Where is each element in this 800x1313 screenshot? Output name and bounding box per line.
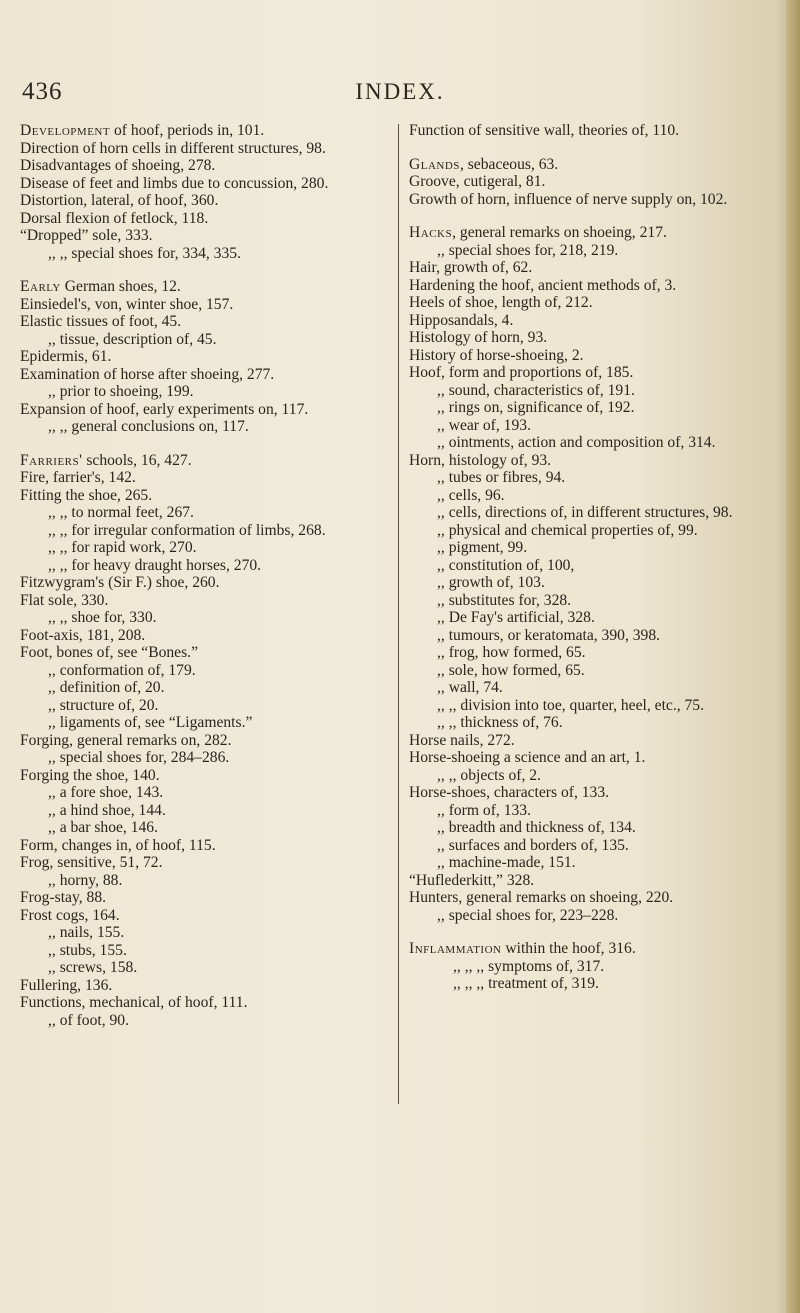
index-entry: Groove, cutigeral, 81. xyxy=(409,173,546,190)
index-entry: Forging, general remarks on, 282. xyxy=(20,731,232,749)
section-lead: Inflammation xyxy=(409,940,502,957)
index-entry: ,, structure of, 20. xyxy=(48,696,159,714)
index-entry: ,, ,, for irregular conformation of limbs, 268. xyxy=(48,521,326,539)
index-entry: Heels of shoe, length of, 212. xyxy=(409,294,593,311)
index-entry: Expansion of hoof, early experiments on, 117. xyxy=(20,400,309,418)
index-entry: Fitting the shoe, 265. xyxy=(20,486,153,504)
index-entry: Hunters, general remarks on shoeing, 220. xyxy=(409,889,674,906)
index-entry: Horse-shoeing a science and an art, 1. xyxy=(409,749,646,766)
index-entry: ,, ,, special shoes for, 334, 335. xyxy=(48,244,241,262)
index-entry: ,, ,, division into toe, quarter, heel, etc., 75. xyxy=(437,696,705,714)
index-entry: Frog, sensitive, 51, 72. xyxy=(20,854,163,871)
section-gap xyxy=(409,208,781,224)
column-divider xyxy=(398,124,399,1104)
index-entry: ,, tubes or fibres, 94. xyxy=(437,469,566,486)
index-entry: ,, tumours, or keratomata, 390, 398. xyxy=(437,626,661,644)
page-header xyxy=(0,78,800,108)
index-entry: History of horse-shoeing, 2. xyxy=(409,346,584,364)
index-entry xyxy=(20,452,392,470)
index-entry: ,, ,, ,, treatment of, 319. xyxy=(453,975,599,992)
index-entry: Form, changes in, of hoof, 115. xyxy=(20,836,216,854)
section-gap xyxy=(20,436,392,452)
index-entry: Growth of horn, influence of nerve supply on, 102. xyxy=(409,190,728,208)
index-entry: Functions, mechanical, of hoof, 111. xyxy=(20,994,248,1011)
index-entry: Frog-stay, 88. xyxy=(20,889,107,906)
section-lead: Glands xyxy=(409,155,460,173)
index-entry: ,, tissue, description of, 45. xyxy=(48,330,217,348)
index-entry: ,, nails, 155. xyxy=(48,924,125,941)
index-entry: ,, conformation of, 179. xyxy=(48,661,196,679)
entry-rest: , sebaceous, 63. xyxy=(459,155,559,173)
index-entry: ,, a bar shoe, 146. xyxy=(48,819,158,836)
index-entry xyxy=(20,122,392,140)
index-entry: ,, rings on, significance of, 192. xyxy=(437,399,635,416)
index-entry: ,, ,, ,, symptoms of, 317. xyxy=(453,957,605,975)
index-entry: “Huflederkitt,” 328. xyxy=(409,871,535,889)
index-entry: Function of sensitive wall, theories of, 110. xyxy=(409,122,680,139)
index-entry: Direction of horn cells in different structures, 98. xyxy=(20,139,326,157)
index-entry: ,, horny, 88. xyxy=(48,871,123,889)
index-entry: ,, substitutes for, 328. xyxy=(437,591,572,609)
index-entry: ,, stubs, 155. xyxy=(48,941,127,959)
index-entry: ,, special shoes for, 218, 219. xyxy=(437,241,619,259)
index-entry: “Dropped” sole, 333. xyxy=(20,227,153,244)
index-entry: ,, ,, for heavy draught horses, 270. xyxy=(48,556,262,574)
index-entry: ,, ligaments of, see “Ligaments.” xyxy=(48,714,253,731)
index-entry: ,, ,, objects of, 2. xyxy=(437,766,541,784)
index-entry: Dorsal flexion of fetlock, 118. xyxy=(20,209,209,227)
index-entry: Fullering, 136. xyxy=(20,976,113,994)
entry-rest: schools, 16, 427. xyxy=(82,451,192,469)
index-entry xyxy=(409,940,781,958)
index-entry: ,, wear of, 193. xyxy=(437,416,531,434)
index-entry: ,, constitution of, 100, xyxy=(437,556,575,574)
index-entry: Flat sole, 330. xyxy=(20,591,109,609)
index-entry: Examination of horse after shoeing, 277. xyxy=(20,365,275,383)
index-entry: Forging the shoe, 140. xyxy=(20,766,160,784)
index-entry: Foot, bones of, see “Bones.” xyxy=(20,644,198,661)
index-column-left xyxy=(20,122,392,1029)
index-entry: ,, special shoes for, 284–286. xyxy=(48,749,230,766)
index-entry: Hoof, form and proportions of, 185. xyxy=(409,364,634,381)
index-entry: ,, physical and chemical properties of, 99. xyxy=(437,521,698,539)
index-entry: ,, pigment, 99. xyxy=(437,539,528,556)
index-column-right xyxy=(409,122,781,993)
index-entry: ,, definition of, 20. xyxy=(48,679,165,696)
entry-rest: German shoes, 12. xyxy=(60,278,181,295)
index-entry: Horn, histology of, 93. xyxy=(409,451,552,469)
index-entry: Hipposandals, 4. xyxy=(409,311,514,329)
index-entry: Horse nails, 272. xyxy=(409,731,515,749)
section-gap xyxy=(409,924,781,940)
index-entry: Foot-axis, 181, 208. xyxy=(20,626,146,644)
index-entry: ,, ointments, action and composition of, 314. xyxy=(437,434,716,451)
index-entry xyxy=(409,224,781,242)
index-entry: Hair, growth of, 62. xyxy=(409,259,533,276)
entry-rest: of hoof, periods in, 101. xyxy=(110,122,265,139)
entry-rest: within the hoof, 316. xyxy=(501,940,636,957)
index-entry: Hardening the hoof, ancient methods of, 3. xyxy=(409,276,677,294)
index-entry: Disease of feet and limbs due to concussion, 280. xyxy=(20,174,329,192)
index-entry: Epidermis, 61. xyxy=(20,348,112,365)
index-entry: ,, prior to shoeing, 199. xyxy=(48,383,194,400)
index-entry: Elastic tissues of foot, 45. xyxy=(20,313,182,330)
index-entry: ,, cells, directions of, in different structures, 98. xyxy=(437,504,733,521)
section-lead: Farriers' xyxy=(20,451,83,469)
index-entry: ,, ,, general conclusions on, 117. xyxy=(48,418,249,435)
index-entry: Fire, farrier's, 142. xyxy=(20,469,136,486)
index-entry xyxy=(20,278,392,296)
page-title: INDEX. xyxy=(355,79,445,104)
index-entry: ,, sound, characteristics of, 191. xyxy=(437,381,635,399)
section-gap xyxy=(20,262,392,278)
index-entry: ,, sole, how formed, 65. xyxy=(437,661,585,679)
index-entry: ,, machine-made, 151. xyxy=(437,854,576,871)
index-entry: ,, special shoes for, 223–228. xyxy=(437,906,619,924)
index-entry: ,, of foot, 90. xyxy=(48,1011,129,1029)
index-entry: ,, ,, shoe for, 330. xyxy=(48,609,157,626)
index-entry: Disadvantages of shoeing, 278. xyxy=(20,157,216,174)
index-entry: ,, screws, 158. xyxy=(48,959,138,976)
index-entry xyxy=(409,156,781,174)
index-entry: Histology of horn, 93. xyxy=(409,329,548,346)
index-entry: ,, De Fay's artificial, 328. xyxy=(437,609,595,626)
index-entry: ,, ,, to normal feet, 267. xyxy=(48,504,194,521)
index-entry: ,, ,, thickness of, 76. xyxy=(437,714,563,731)
index-entry: ,, frog, how formed, 65. xyxy=(437,644,586,661)
section-lead: Development xyxy=(20,122,111,139)
index-entry: ,, growth of, 103. xyxy=(437,574,545,591)
index-entry: Einsiedel's, von, winter shoe, 157. xyxy=(20,295,234,313)
index-entry: Frost cogs, 164. xyxy=(20,906,120,924)
entry-rest: , general remarks on shoeing, 217. xyxy=(452,224,667,241)
page-number: 436 xyxy=(22,78,63,105)
section-gap xyxy=(409,140,781,156)
index-entry: ,, form of, 133. xyxy=(437,801,531,819)
section-lead: Early xyxy=(20,278,61,295)
page-edge xyxy=(786,0,800,1313)
section-lead: Hacks xyxy=(409,224,453,241)
index-entry: Horse-shoes, characters of, 133. xyxy=(409,784,610,801)
index-entry: ,, ,, for rapid work, 270. xyxy=(48,539,197,556)
index-entry: ,, surfaces and borders of, 135. xyxy=(437,836,629,854)
index-entry: ,, wall, 74. xyxy=(437,679,503,696)
index-entry: ,, a hind shoe, 144. xyxy=(48,801,166,819)
index-entry: Distortion, lateral, of hoof, 360. xyxy=(20,192,219,209)
index-entry: ,, breadth and thickness of, 134. xyxy=(437,819,636,836)
index-entry: ,, cells, 96. xyxy=(437,486,505,504)
index-entry: ,, a fore shoe, 143. xyxy=(48,784,164,801)
index-entry: Fitzwygram's (Sir F.) shoe, 260. xyxy=(20,574,220,591)
